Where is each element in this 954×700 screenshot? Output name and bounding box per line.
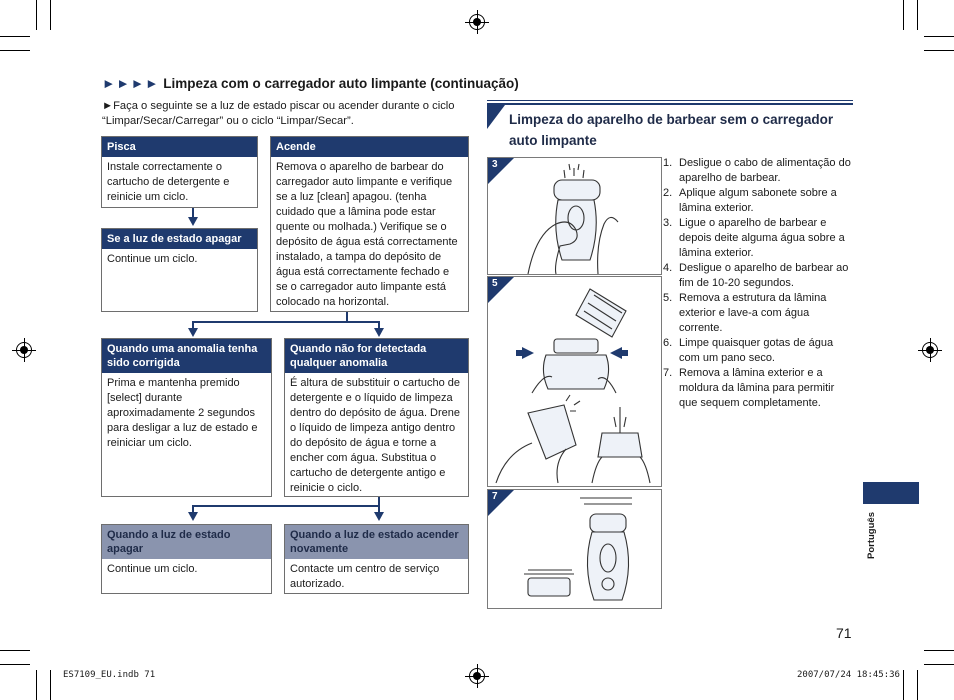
- language-label: [866, 512, 880, 562]
- box-se-luz-body: Continue um ciclo.: [107, 253, 198, 265]
- crop-mark: [0, 36, 30, 37]
- crop-mark: [903, 0, 904, 30]
- step-text: Ligue o aparelho de barbear e depois deite alguma água sobre a lâmina exterior.: [679, 217, 845, 259]
- panel-number: 7: [492, 491, 498, 502]
- foil-frame-removal-illustration-icon: [488, 277, 661, 486]
- language-tab: [863, 482, 919, 504]
- box-anomalia-corrigida-body: Prima e mantenha premido [select] durante aproximadamente 2 segundos para desligar a luz de estado e reiniciar um ciclo.: [107, 377, 258, 449]
- footer-timestamp: 2007/07/24 18:45:36: [797, 670, 900, 680]
- right-section-title: Limpeza do aparelho de barbear sem o carregador auto limpante: [509, 112, 834, 148]
- page-number: 71: [836, 625, 852, 641]
- list-item: [663, 261, 855, 291]
- box-anomalia-corrigida-header: Quando uma anomalia tenha sido corrigida: [102, 339, 271, 373]
- box-nao-detectada: [284, 338, 469, 497]
- flow-arrow-icon: [188, 217, 198, 226]
- section-title-text: Limpeza com o carregador auto limpante (continuação): [163, 76, 519, 91]
- step-number: 4.: [663, 262, 673, 274]
- box-luz-acender-body: Contacte um centro de serviço autorizado.: [290, 563, 440, 590]
- language-label-text: Português: [865, 512, 877, 559]
- list-item: [663, 186, 855, 216]
- flow-connector: [192, 505, 380, 507]
- step-number: 7.: [663, 367, 673, 379]
- step-text: Desligue o cabo de alimentação do aparelho de barbear.: [679, 157, 851, 184]
- header-rule: [487, 103, 853, 105]
- box-acende: [270, 136, 469, 312]
- crop-mark: [924, 50, 954, 51]
- step-number: 5.: [663, 292, 673, 304]
- right-section-header: [487, 100, 853, 153]
- box-luz-acender-header: Quando a luz de estado acender novamente: [285, 525, 468, 559]
- box-acende-body: Remova o aparelho de barbear do carregador auto limpante e verifique se a luz [clean] apagou. (tenha cuidado que a lâmina pode estar quente ou molhada.) Verifique se o depósito de água está correctamente instalado, a tampa do depósito de água está correctamente fechado e se o carregador auto limpante está colocado na horizontal.: [276, 161, 458, 308]
- box-nao-detectada-header: Quando não for detectada qualquer anomalia: [285, 339, 468, 373]
- crop-mark: [917, 670, 918, 700]
- box-luz-apagar-body: Continue um ciclo.: [107, 563, 198, 575]
- crop-mark: [0, 650, 30, 651]
- panel-number: 5: [492, 278, 498, 289]
- registration-mark-icon: [469, 14, 485, 30]
- registration-mark-icon: [922, 342, 938, 358]
- list-item: [663, 291, 855, 336]
- flow-arrow-icon: [188, 512, 198, 521]
- box-pisca-body: Instale correctamente o cartucho de detergente e reinicie um ciclo.: [107, 161, 230, 203]
- box-anomalia-corrigida: [101, 338, 272, 497]
- list-item: [663, 216, 855, 261]
- step-number: 2.: [663, 187, 673, 199]
- step-text: Limpe quaisquer gotas de água com um pano seco.: [679, 337, 834, 364]
- list-item: [663, 336, 855, 366]
- crop-mark: [0, 664, 30, 665]
- crop-mark: [924, 36, 954, 37]
- crop-mark: [36, 0, 37, 30]
- step-text: Remova a lâmina exterior e a moldura da lâmina para permitir que sequem completamente.: [679, 367, 835, 409]
- crop-mark: [50, 0, 51, 30]
- step-text: Remova a estrutura da lâmina exterior e lave-a com água corrente.: [679, 292, 827, 334]
- crop-mark: [36, 670, 37, 700]
- box-se-luz: [101, 228, 258, 312]
- step-number: 1.: [663, 157, 673, 169]
- box-acende-header: Acende: [271, 137, 468, 157]
- footer-file-info: ES7109_EU.indb 71: [63, 670, 156, 680]
- flow-connector: [192, 321, 380, 323]
- registration-mark-icon: [16, 342, 32, 358]
- box-luz-apagar: [101, 524, 272, 594]
- crop-mark: [917, 0, 918, 30]
- section-arrows: ►►►►: [102, 76, 160, 91]
- illustration-panel-5: [487, 276, 662, 487]
- flow-arrow-icon: [374, 328, 384, 337]
- intro-text: ►Faça o seguinte se a luz de estado piscar ou acender durante o ciclo “Limpar/Secar/Carregar” ou o ciclo “Limpar/Secar”.: [102, 100, 455, 127]
- illustration-panel-7: [487, 489, 662, 609]
- step-text: Desligue o aparelho de barbear ao fim de 10-20 segundos.: [679, 262, 849, 289]
- corner-triangle-icon: [487, 105, 505, 131]
- box-se-luz-header: Se a luz de estado apagar: [102, 229, 257, 249]
- panel-number: 3: [492, 159, 498, 170]
- box-pisca: [101, 136, 258, 208]
- crop-mark: [903, 670, 904, 700]
- list-item: [663, 156, 855, 186]
- step-number: 6.: [663, 337, 673, 349]
- illustration-panel-3: [487, 157, 662, 275]
- box-luz-apagar-header: Quando a luz de estado apagar: [102, 525, 271, 559]
- box-luz-acender: [284, 524, 469, 594]
- crop-mark: [0, 50, 30, 51]
- crop-mark: [50, 670, 51, 700]
- step-number: 3.: [663, 217, 673, 229]
- crop-mark: [924, 664, 954, 665]
- flow-arrow-icon: [188, 328, 198, 337]
- crop-mark: [924, 650, 954, 651]
- step-text: Aplique algum sabonete sobre a lâmina exterior.: [679, 187, 837, 214]
- steps-list: [663, 156, 855, 411]
- flow-arrow-icon: [374, 512, 384, 521]
- registration-mark-icon: [469, 668, 485, 684]
- box-nao-detectada-body: É altura de substituir o cartucho de detergente e o líquido de limpeza dentro do depósito de água. Drene o líquido de limpeza antigo dentro do depósito de água e torne a encher com água. Substitua o cartucho de detergente antigo e reinicie o ciclo.: [290, 377, 461, 494]
- box-pisca-header: Pisca: [102, 137, 257, 157]
- section-title: [102, 76, 519, 91]
- list-item: [663, 366, 855, 411]
